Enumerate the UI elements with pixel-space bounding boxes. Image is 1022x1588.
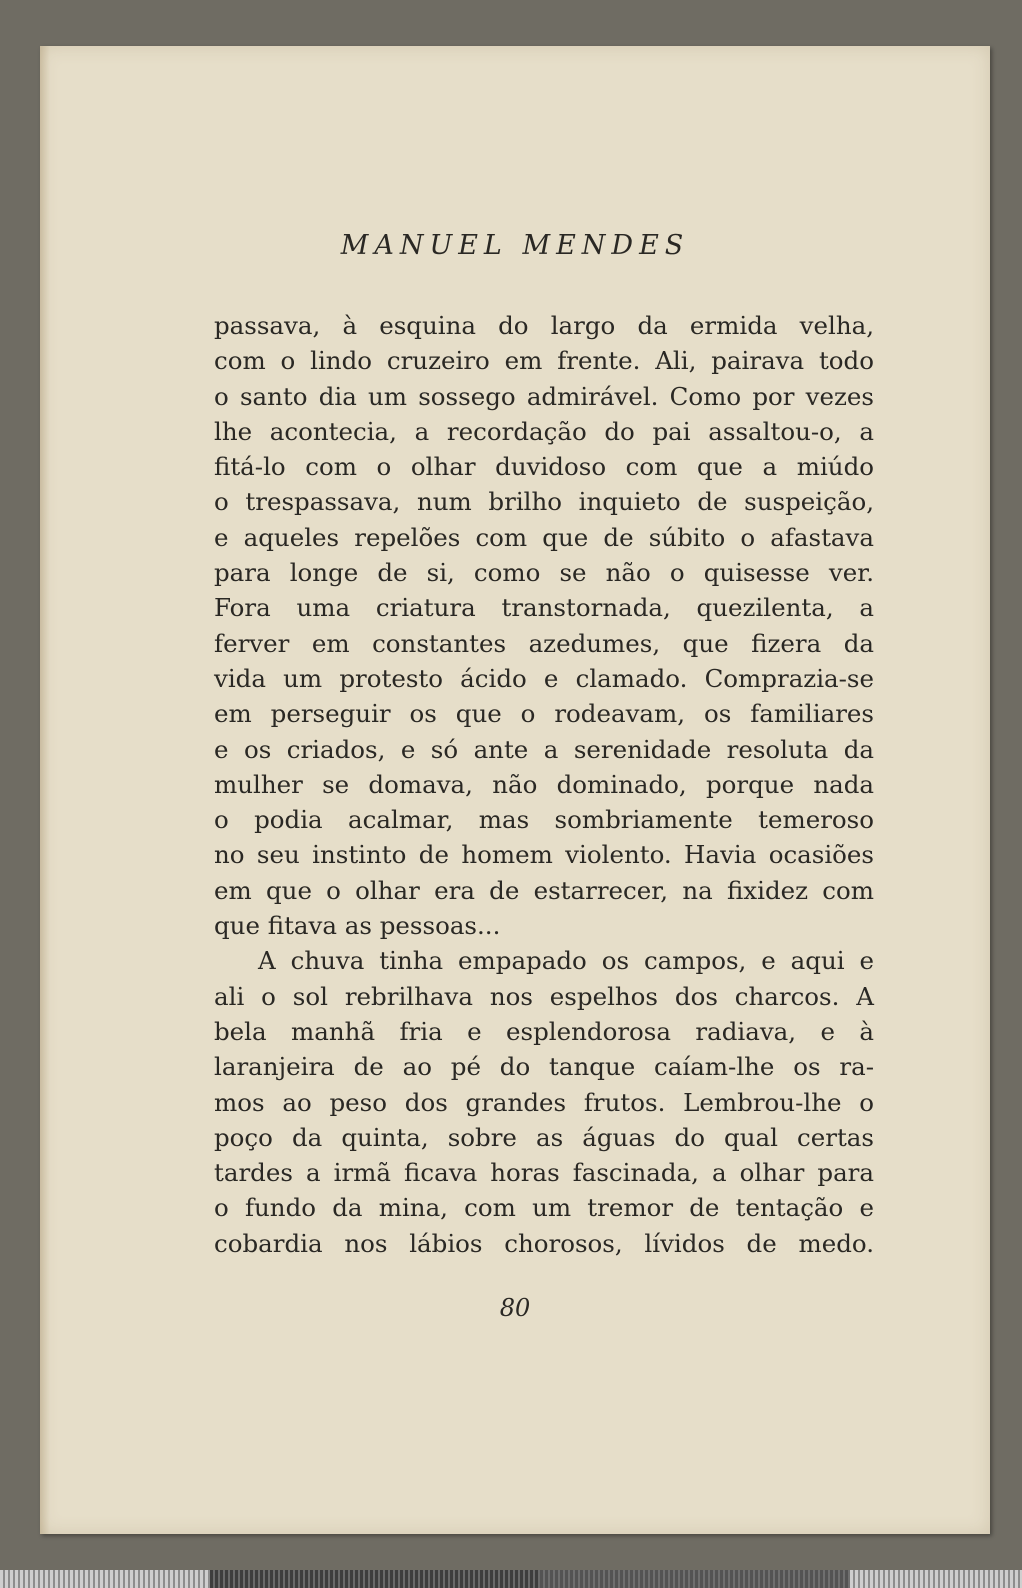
text-line: e aqueles repelões com que de súbito o afastava [214,522,874,552]
text-line: em que o olhar era de estarrecer, na fixidez com [214,875,874,905]
text-line: bela manhã fria e esplendorosa radiava, e à [214,1016,874,1046]
text-line: passava, à esquina do largo da ermida velha, [214,311,874,340]
text-line: tardes a irmã ficava horas fascinada, a olhar para [214,1158,874,1188]
text-line: ali o sol rebrilhava nos espelhos dos charcos. A [214,981,874,1011]
running-head: MANUEL MENDES [340,230,690,261]
text-line: vida um protesto ácido e clamado. Comprazia-se [214,663,874,693]
scale-bar-dark-segment [210,1570,540,1588]
text-line: e os criados, e só ante a serenidade resoluta da [214,734,874,764]
book-page [40,46,990,1534]
text-line: ferver em constantes azedumes, que fizera da [214,628,874,658]
text-line: poço da quinta, sobre as águas do qual certas [214,1122,874,1152]
color-scale-bar [0,1570,1022,1588]
text-line: o santo dia um sossego admirável. Como por vezes [214,381,874,411]
page-number: 80 [499,1294,531,1322]
text-line: o fundo da mina, com um tremor de tentação e [214,1193,874,1223]
text-line: o podia acalmar, mas sombriamente temeroso [214,805,874,835]
text-line: no seu instinto de homem violento. Havia ocasiões [214,840,874,870]
text-line: fitá-lo com o olhar duvidoso com que a miúdo [214,452,874,482]
text-line: para longe de si, como se não o quisesse ver. [214,558,874,588]
text-line: em perseguir os que o rodeavam, os familiares [214,699,874,729]
scale-bar-dark-segment [540,1570,850,1588]
text-line: mulher se domava, não dominado, porque nada [214,769,874,799]
text-line: o trespassava, num brilho inquieto de suspeição, [214,487,874,517]
text-line: cobardia nos lábios chorosos, lívidos de medo. [214,1228,874,1258]
paragraph-start-line: A chuva tinha empapado os campos, e aqui e [258,946,874,976]
text-line: Fora uma criatura transtornada, quezilenta, a [214,593,874,623]
text-line: com o lindo cruzeiro em frente. Ali, pairava todo [214,346,874,376]
text-line: laranjeira de ao pé do tanque caíam-lhe os ra- [214,1052,874,1082]
text-line: lhe acontecia, a recordação do pai assaltou-o, a [214,416,874,446]
paragraph-end-line: que fitava as pessoas... [214,911,501,941]
text-line: mos ao peso dos grandes frutos. Lembrou-lhe o [214,1087,874,1117]
body-text [214,308,874,1261]
